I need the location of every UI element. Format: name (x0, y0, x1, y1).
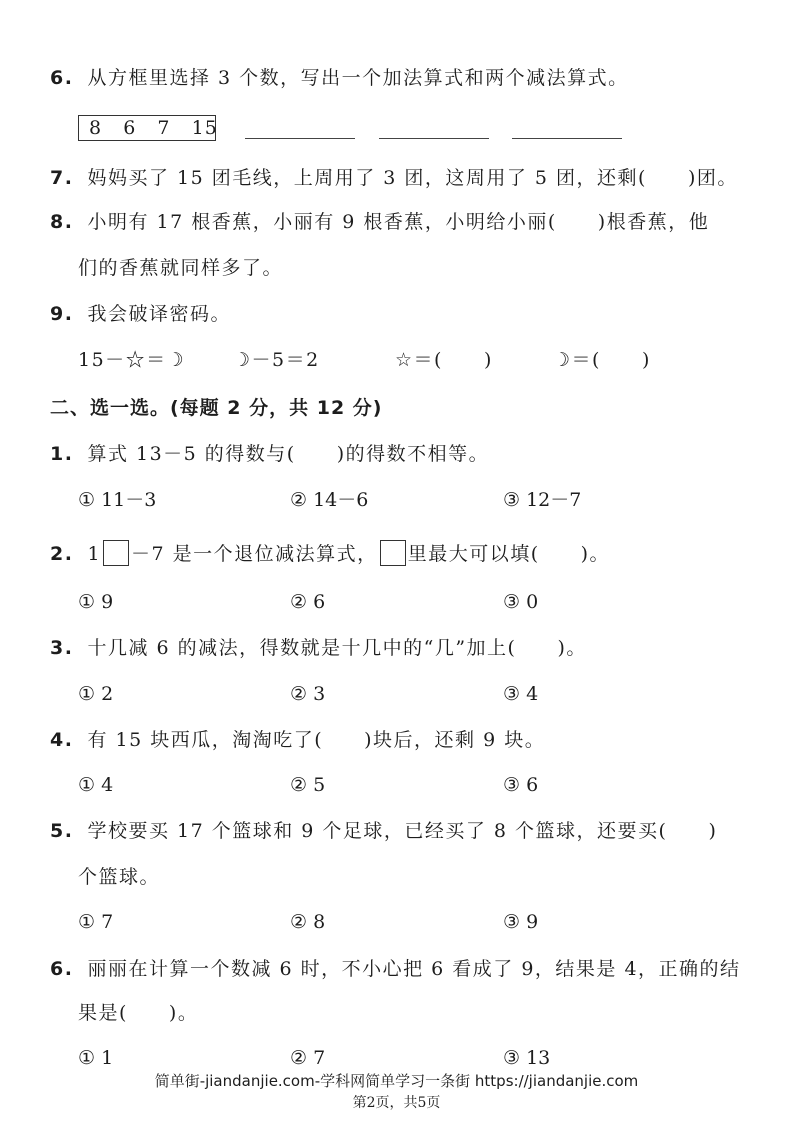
question-text-line-1: 丽丽在计算一个数减 6 时，不小心把 6 看成了 9，结果是 4，正确的结 (87, 958, 741, 980)
question-number: 4. (50, 729, 74, 751)
answer-blank-subtraction-1[interactable] (379, 138, 489, 139)
number-box-values: 8 6 7 15 (89, 117, 218, 139)
question-8-line-2: 们的香蕉就同样多了。 (78, 257, 284, 279)
section-title: 二、选一选。(每题 2 分，共 12 分) (50, 397, 383, 419)
question-9 (50, 302, 231, 326)
question-6 (50, 66, 629, 90)
option-2[interactable]: ② 6 (290, 591, 326, 613)
answer-blank-addition[interactable] (245, 138, 355, 139)
number-box (78, 115, 216, 141)
page-number: 第2页，共5页 (352, 1095, 441, 1111)
question-text: 从方框里选择 3 个数，写出一个加法算式和两个减法算式。 (87, 67, 629, 89)
question-8 (50, 210, 709, 234)
option-1[interactable]: ① 9 (78, 591, 114, 613)
option-3[interactable]: ③ 13 (503, 1047, 551, 1069)
option-1[interactable]: ① 1 (78, 1047, 114, 1069)
question-text-prefix: 1 (87, 543, 102, 565)
answer-blank-subtraction-2[interactable] (512, 138, 622, 139)
digit-box[interactable] (380, 540, 406, 566)
choice-question-5-line-2: 个篮球。 (78, 866, 161, 888)
choice-question-5 (50, 819, 717, 843)
footer-source: 简单街-jiandanjie.com-学科网简单学习一条街 https://jiandanjie.com (154, 1072, 639, 1090)
option-1[interactable]: ① 4 (78, 774, 114, 796)
question-text: 有 15 块西瓜，淘淘吃了( )块后，还剩 9 块。 (87, 729, 546, 751)
option-3[interactable]: ③ 4 (503, 683, 539, 705)
option-1[interactable]: ① 7 (78, 911, 114, 933)
question-text: 妈妈买了 15 团毛线，上周用了 3 团，这周用了 5 团，还剩( )团。 (87, 167, 738, 189)
option-3[interactable]: ③ 12－7 (503, 489, 582, 511)
cipher-answer-star[interactable]: ☆＝( ) (395, 349, 493, 371)
question-number: 8. (50, 211, 74, 233)
question-number: 5. (50, 820, 74, 842)
option-2[interactable]: ② 8 (290, 911, 326, 933)
question-number: 9. (50, 303, 74, 325)
cipher-equation-1: 15－☆＝☽ (78, 349, 186, 371)
option-2[interactable]: ② 14－6 (290, 489, 369, 511)
option-1[interactable]: ① 11－3 (78, 489, 157, 511)
question-text-line-1: 学校要买 17 个篮球和 9 个足球，已经买了 8 个篮球，还要买( ) (87, 820, 718, 842)
option-3[interactable]: ③ 0 (503, 591, 539, 613)
option-1[interactable]: ① 2 (78, 683, 114, 705)
option-2[interactable]: ② 3 (290, 683, 326, 705)
question-text: 我会破译密码。 (87, 303, 231, 325)
question-7 (50, 166, 738, 190)
question-text: 十几减 6 的减法，得数就是十几中的“几”加上( )。 (87, 637, 587, 659)
question-text: 算式 13－5 的得数与( )的得数不相等。 (87, 443, 490, 465)
question-number: 7. (50, 167, 74, 189)
option-3[interactable]: ③ 6 (503, 774, 539, 796)
cipher-answer-moon[interactable]: ☽＝( ) (553, 349, 651, 371)
question-number: 6. (50, 67, 74, 89)
choice-question-6-line-2: 果是( )。 (78, 1002, 199, 1024)
digit-box[interactable] (103, 540, 129, 566)
question-number: 2. (50, 543, 74, 565)
option-2[interactable]: ② 7 (290, 1047, 326, 1069)
option-3[interactable]: ③ 9 (503, 911, 539, 933)
question-number: 6. (50, 958, 74, 980)
choice-question-1 (50, 442, 489, 466)
question-text-suffix: 里最大可以填( )。 (407, 543, 611, 565)
question-number: 1. (50, 443, 74, 465)
question-text-line-1: 小明有 17 根香蕉，小丽有 9 根香蕉，小明给小丽( )根香蕉，他 (87, 211, 710, 233)
cipher-equation-2: ☽－5＝2 (233, 349, 320, 371)
choice-question-2 (50, 540, 610, 566)
option-2[interactable]: ② 5 (290, 774, 326, 796)
question-text-middle: －7 是一个退位减法算式， (131, 543, 378, 565)
choice-question-6 (50, 957, 741, 981)
question-number: 3. (50, 637, 74, 659)
choice-question-4 (50, 728, 545, 752)
choice-question-3 (50, 636, 587, 660)
